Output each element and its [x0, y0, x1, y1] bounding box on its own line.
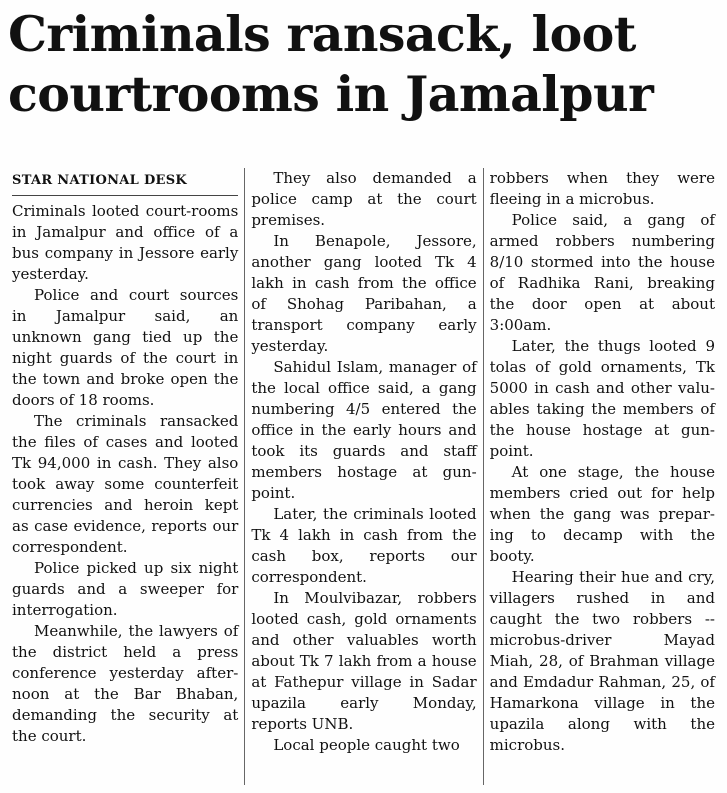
paragraph: They also demanded a police camp at the court premises.: [251, 169, 477, 229]
column-2: [244, 168, 482, 785]
paragraph: Criminals looted court-rooms in Jamalpur and office of a bus company in Jessore early yesterday.: [12, 202, 239, 283]
byline: STAR NATIONAL DESK: [12, 168, 238, 196]
article-columns: [6, 168, 721, 785]
paragraph: Police said, a gang of armed robbers numbering 8/10 stormed into the house of Radhika Rani, breaking the door open at about 3:00am.: [489, 211, 715, 334]
paragraph: In Moulvibazar, robbers looted cash, gold ornaments and other valuables worth about Tk 7 lakh from a house at Fathepur village in Sadar upazila early Monday, reports UNB.: [251, 589, 477, 733]
paragraph: Later, the criminals looted Tk 4 lakh in cash from the cash box, reports our correspondent.: [251, 505, 477, 586]
headline: [8, 4, 719, 124]
paragraph: The criminals ransacked the files of cases and looted Tk 94,000 in cash. They also took away some counterfeit currencies and heroin kept as case evidence, reports our correspondent.: [12, 412, 239, 556]
headline-line-2: courtrooms in Jamalpur: [8, 65, 654, 123]
paragraph: Police and court sources in Jamalpur said, an unknown gang tied up the night guards of the court in the town and broke open the doors of 18 rooms.: [12, 286, 239, 409]
paragraph: Later, the thugs looted 9 tolas of gold ornaments, Tk 5000 in cash and other valu-ables taking the members of the house hostage at gun-point.: [489, 337, 715, 460]
paragraph: Hearing their hue and cry, villagers rushed in and caught the two robbers -- microbus-driver Mayad Miah, 28, of Brahman village and Emdadur Rahman, 25, of Hamarkona village in the upazila along with the microbus.: [489, 568, 715, 754]
paragraph: At one stage, the house members cried out for help when the gang was prepar-ing to decamp with the booty.: [489, 463, 715, 565]
paragraph: Meanwhile, the lawyers of the district held a press conference yesterday after-noon at the Bar Bhaban, demanding the security at the court.: [12, 622, 239, 745]
paragraph: In Benapole, Jessore, another gang looted Tk 4 lakh in cash from the office of Shohag Paribahan, a transport company early yesterday.: [251, 232, 477, 355]
paragraph: Sahidul Islam, manager of the local office said, a gang numbering 4/5 entered the office in the early hours and took its guards and staff members hostage at gun-point.: [251, 358, 477, 502]
column-3: [483, 168, 721, 785]
column-1: [6, 168, 244, 785]
paragraph: robbers when they were fleeing in a microbus.: [489, 169, 715, 208]
paragraph: Local people caught two: [273, 736, 460, 754]
paragraph: Police picked up six night guards and a sweeper for interrogation.: [12, 559, 239, 619]
headline-line-1: Criminals ransack, loot: [8, 5, 636, 63]
